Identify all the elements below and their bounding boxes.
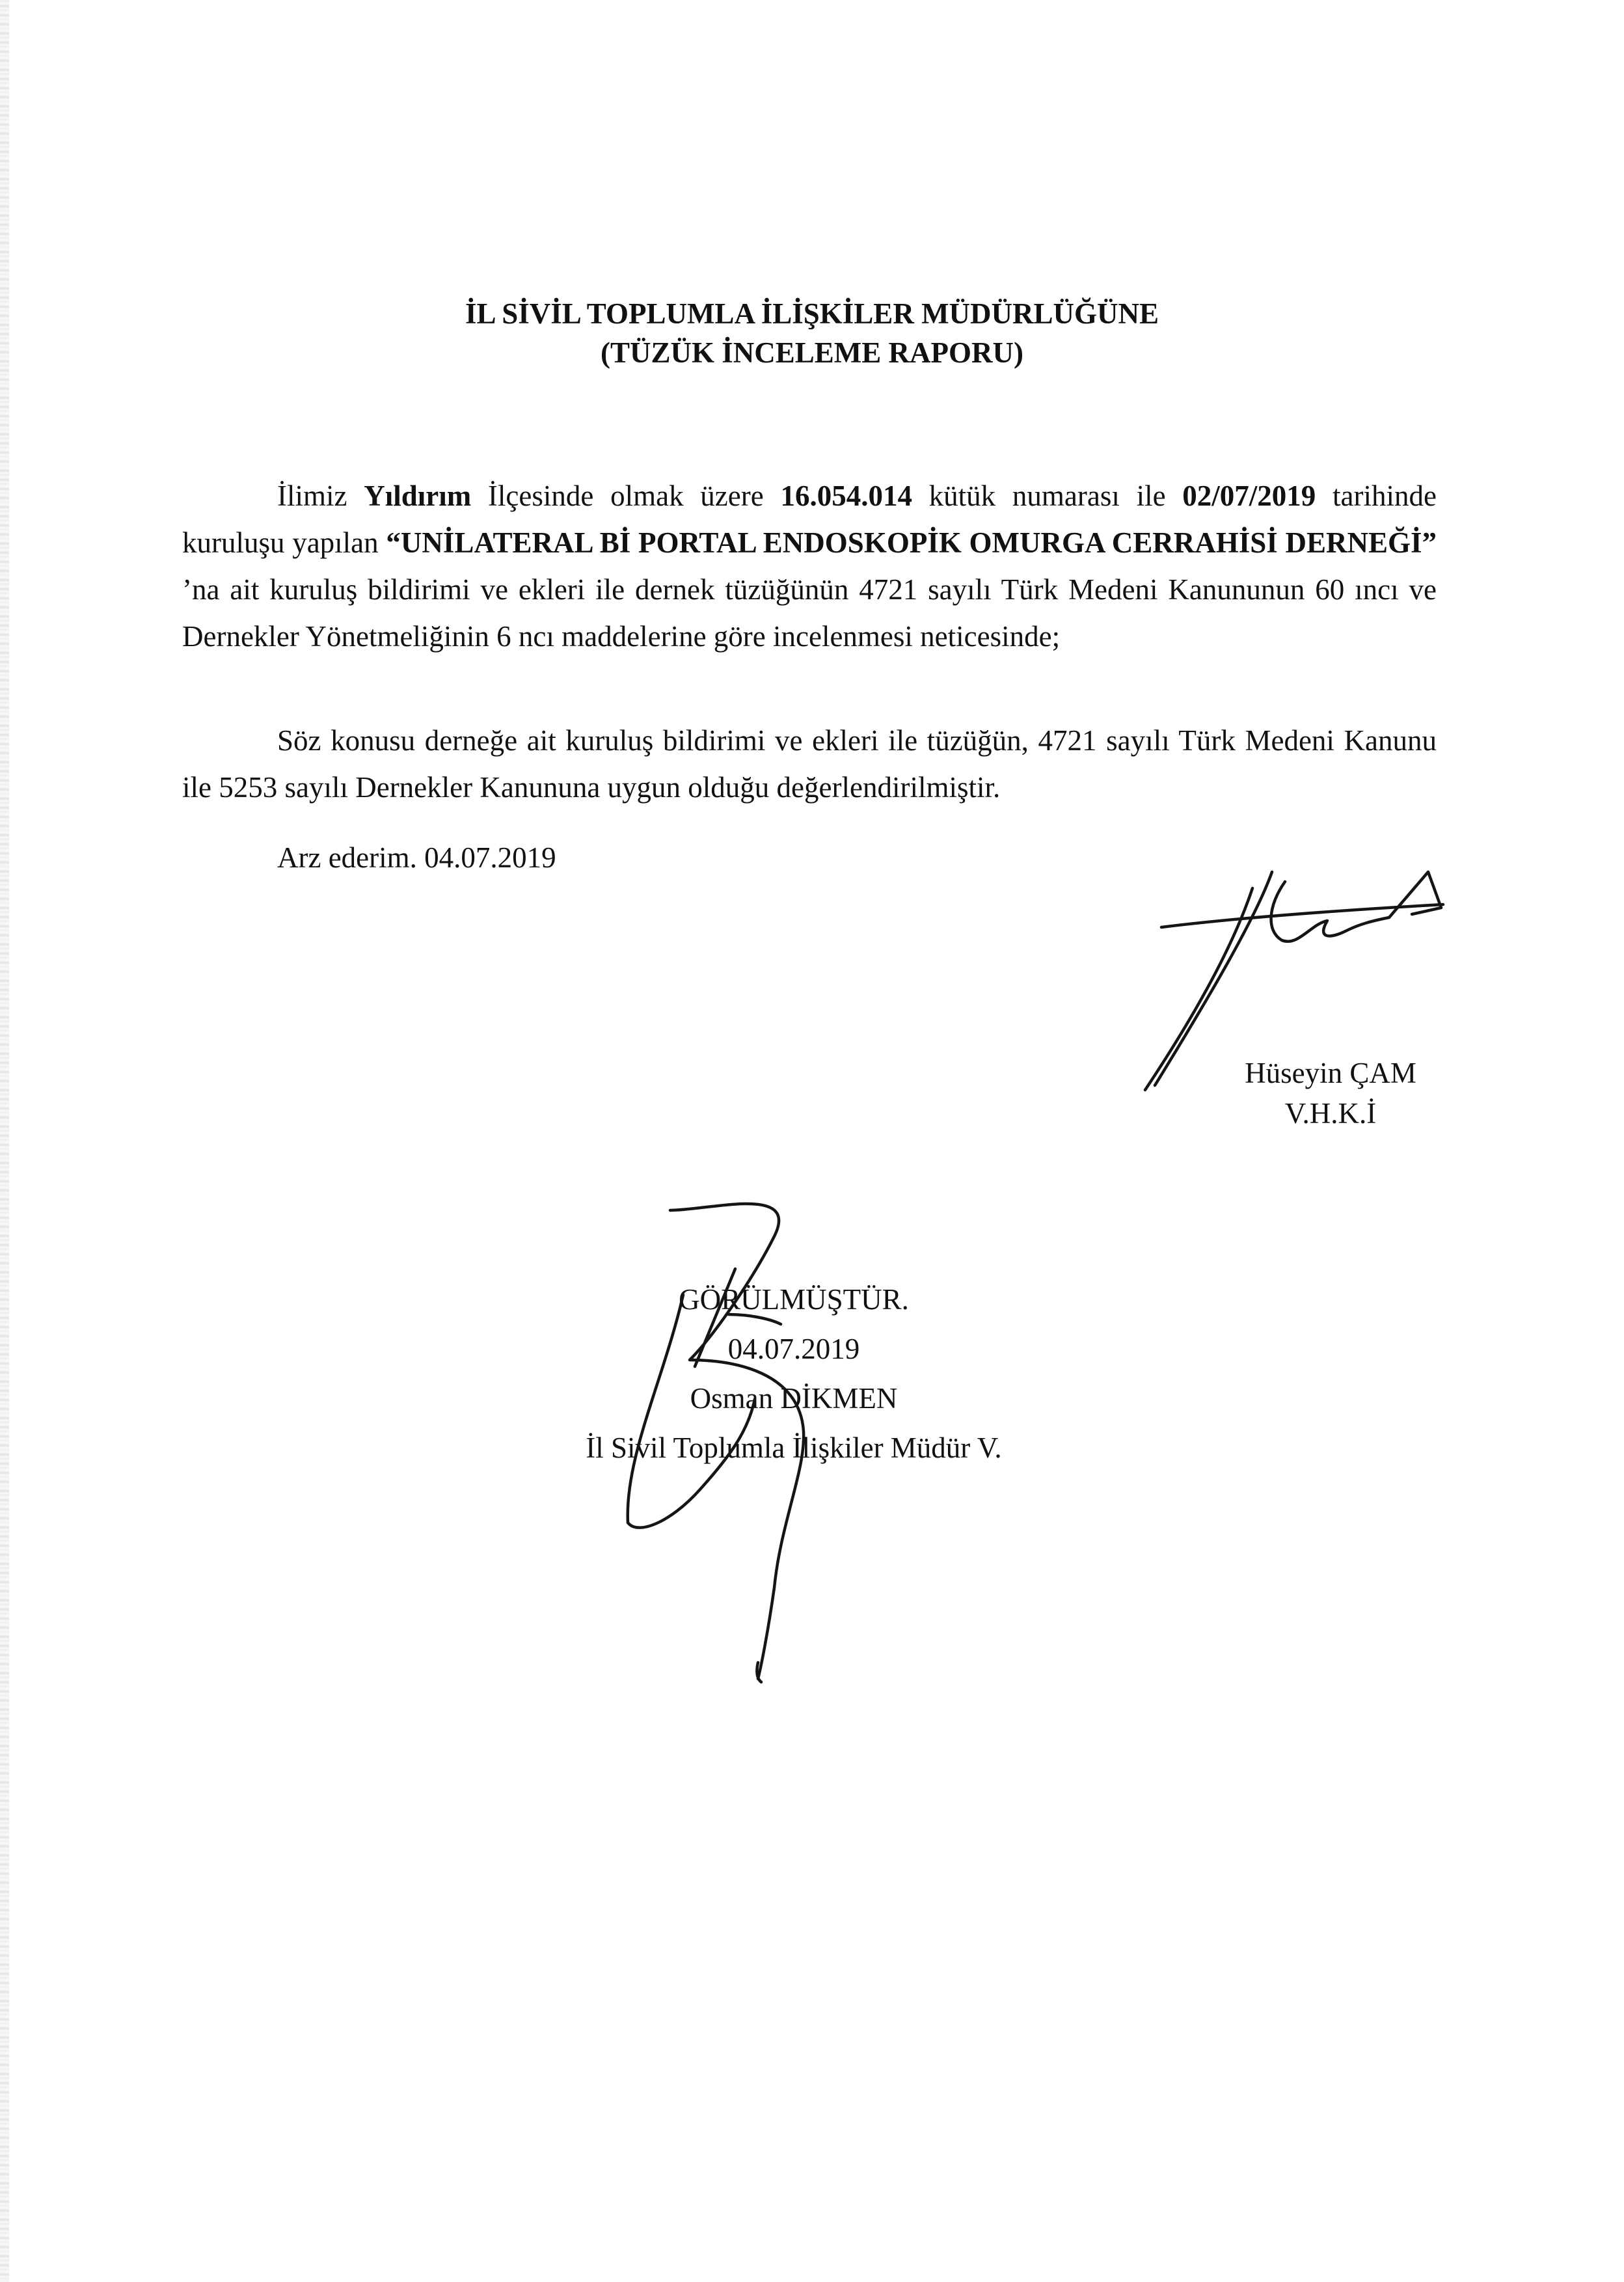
establishment-date: 02/07/2019 xyxy=(1182,480,1316,512)
paragraph-1-text-c: kütük numarası ile xyxy=(912,480,1183,512)
approval-label: GÖRÜLMÜŞTÜR. xyxy=(679,1283,909,1316)
signature-osman-dikmen xyxy=(586,1184,950,1692)
paragraph-3: Arz ederim. 04.07.2019 xyxy=(277,841,556,874)
association-name: “UNİLATERAL Bİ PORTAL ENDOSKOPİK OMURGA CERRAHİSİ DERNEĞİ” xyxy=(386,526,1437,559)
document-subheading: (TÜZÜK İNCELEME RAPORU) xyxy=(600,336,1024,369)
district-name: Yıldırım xyxy=(364,480,472,512)
paragraph-2-text: Söz konusu derneğe ait kuruluş bildirimi ve ekleri ile tüzüğün, 4721 sayılı Türk Medeni Kanunu ile 5253 sayılı Dernekler Kanununa uygun olduğu değerlendirilmiştir. xyxy=(182,724,1437,804)
paragraph-1-text-d: tarihinde kuruluşu yapılan xyxy=(182,480,1437,559)
approval-date: 04.07.2019 xyxy=(727,1333,860,1365)
document-heading: İL SİVİL TOPLUMLA İLİŞKİLER MÜDÜRLÜĞÜNE xyxy=(465,297,1159,330)
paragraph-1-text-a: İlimiz xyxy=(277,480,364,512)
signer-block xyxy=(1223,1053,1438,1134)
approver-title: İl Sivil Toplumla İlişkiler Müdür V. xyxy=(586,1432,1002,1464)
signer-name: Hüseyin ÇAM xyxy=(1245,1057,1416,1089)
signer-title: V.H.K.İ xyxy=(1284,1097,1377,1130)
paragraph-1-text-e: ’na ait kuruluş bildirimi ve ekleri ile dernek tüzüğünün 4721 sayılı Türk Medeni Kanununun 60 ıncı ve Dernekler Yönetmeliğinin 6 ncı maddelerine göre incelenmesi neticesinde; xyxy=(182,573,1437,653)
paragraph-2 xyxy=(182,717,1437,811)
paragraph-1-text-b: İlçesinde olmak üzere xyxy=(471,480,781,512)
registry-number: 16.054.014 xyxy=(780,480,912,512)
approver-name: Osman DİKMEN xyxy=(690,1382,898,1415)
paragraph-1 xyxy=(182,472,1437,660)
